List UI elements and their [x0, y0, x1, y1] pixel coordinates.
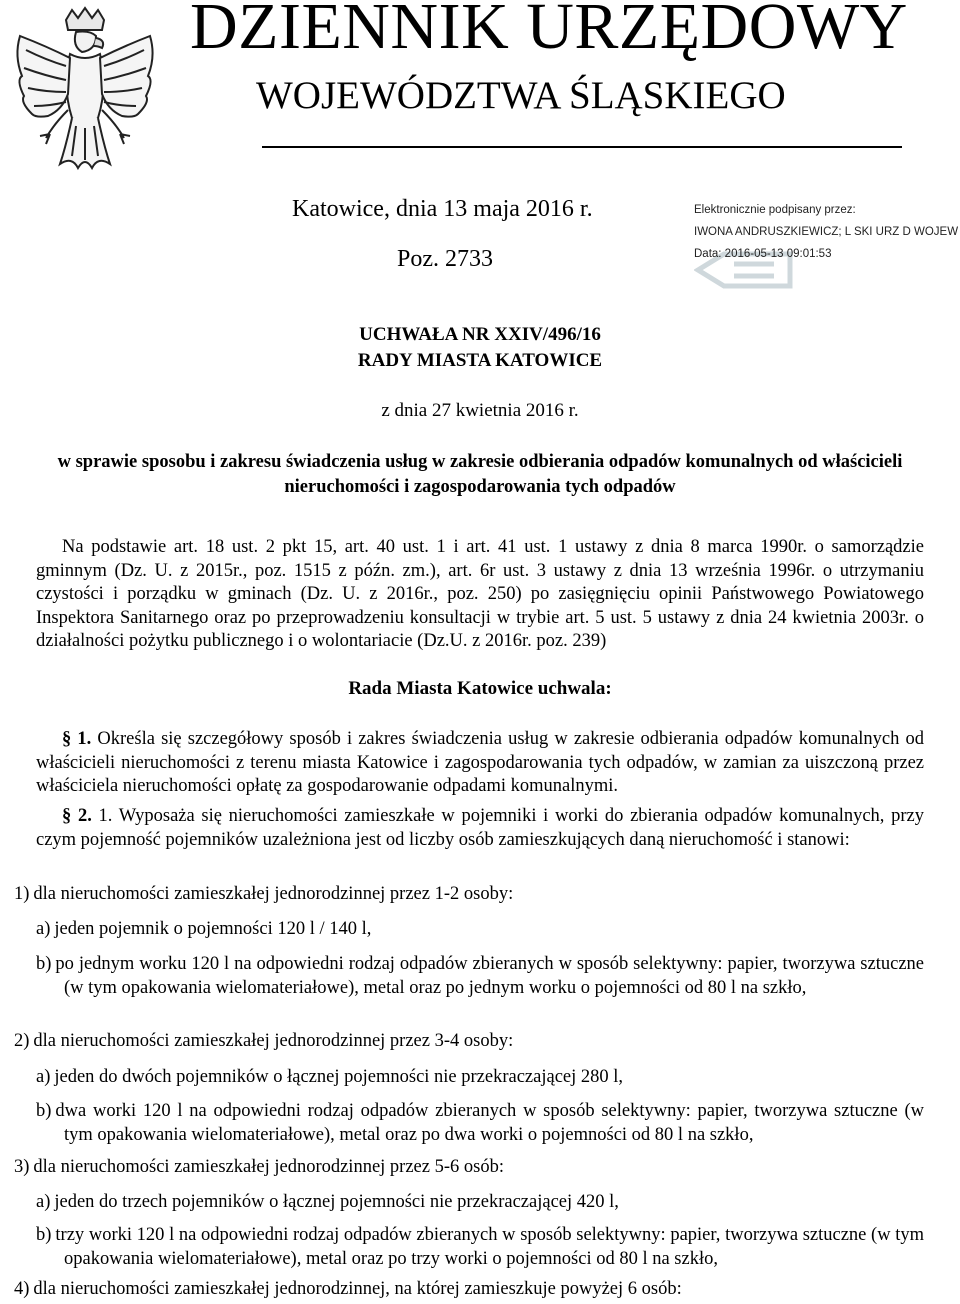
list-item-text: dla nieruchomości zamieszkałej jednorodzinnej przez 3-4 osoby: [33, 1031, 514, 1051]
sub-list-item-text: jeden pojemnik o pojemności 120 l / 140 l, [54, 919, 372, 939]
paragraph-1-marker: § 1. [62, 729, 92, 749]
sub-list-item [36, 918, 924, 942]
masthead-rule [262, 146, 902, 148]
list-item [14, 1030, 924, 1054]
sub-list-item-label: b) [36, 954, 52, 974]
sub-list-item-text: jeden do trzech pojemników o łącznej pojemności nie przekraczającej 420 l, [54, 1192, 619, 1212]
sub-list-item-label: a) [36, 1067, 51, 1087]
publication-position: Poz. 2733 [397, 246, 493, 272]
sub-list-item-text: jeden do dwóch pojemników o łącznej pojemności nie przekraczającej 280 l, [54, 1067, 624, 1087]
signature-label: Elektronicznie podpisany przez: [694, 204, 856, 216]
list-item-label: 4) [14, 1279, 30, 1299]
signature-signer: IWONA ANDRUSZKIEWICZ; L SKI URZ D WOJEW [694, 226, 959, 238]
paragraph-1-text: Określa się szczegółowy sposób i zakres świadczenia usług w zakresie odbierania odpadów komunalnych od właścicieli nieruchomości z terenu miasta Katowice i zagospodarowania tych odpadów, w zamian za uiszczoną przez właściciela nieruchomości opłatę za gospodarowanie odpadami komunalnymi. [36, 729, 925, 796]
sub-list-item-label: b) [36, 1225, 52, 1245]
council-name: RADY MIASTA KATOWICE [357, 350, 603, 371]
enactment-clause: Rada Miasta Katowice uchwala: [348, 678, 612, 699]
list-item-label: 1) [14, 884, 30, 904]
sub-list-item [36, 953, 924, 1000]
list-item-label: 2) [14, 1031, 30, 1051]
list-item [14, 1156, 924, 1180]
list-item-text: dla nieruchomości zamieszkałej jednorodzinnej, na której zamieszkuje powyżej 6 osób: [33, 1279, 682, 1299]
masthead-subtitle: WOJEWÓDZTWA ŚLĄSKIEGO [256, 74, 786, 117]
sub-list-item-text: po jednym worku 120 l na odpowiedni rodzaj odpadów zbieranych w sposób selektywny: papier, tworzywa sztuczne (w tym opakowania wielomateriałowe), metal oraz po jednym worku o pojemności od 80 l na szkło, [55, 954, 924, 998]
legal-basis-preamble: Na podstawie art. 18 ust. 2 pkt 15, art. 40 ust. 1 i art. 41 ust. 1 ustawy z dnia 8 marca 1990r. o samorządzie gminnym (Dz. U. z 2015r., poz. 1515 z późn. zm.), art. 6r ust. 3 ustawy z dnia 13 września 1996r. o utrzymaniu czystości i porządku w gminach (Dz. U. z 2016r., poz. 250) po zasięgnięciu opinii Państwowego Powiatowego Inspektora Sanitarnego oraz po przeprowadzeniu konsultacji w trybie art. 5 ust. 5 ustawy z dnia 24 kwietnia 2003r. o działalności pożytku publicznego i o wolontariacie (Dz.U. z 2016r. poz. 239) [36, 537, 924, 651]
publication-place-date: Katowice, dnia 13 maja 2016 r. [292, 196, 593, 222]
sub-list-item [36, 1224, 924, 1271]
sub-list-item-text: trzy worki 120 l na odpowiedni rodzaj odpadów zbieranych w sposób selektywny: papier, tworzywa sztuczne (w tym opakowania wielomateriałowe), metal oraz po trzy worki o pojemności od 80 l na szkło, [55, 1225, 924, 1269]
list-item [14, 1278, 924, 1302]
list-item [14, 883, 924, 907]
sub-list-item [36, 1191, 924, 1215]
list-item-text: dla nieruchomości zamieszkałej jednorodzinnej przez 5-6 osób: [33, 1157, 504, 1177]
sub-list-item-label: b) [36, 1101, 52, 1121]
resolution-number: UCHWAŁA NR XXIV/496/16 [359, 324, 601, 345]
list-item-label: 3) [14, 1157, 30, 1177]
sub-list-item-text: dwa worki 120 l na odpowiedni rodzaj odpadów zbieranych w sposób selektywny: papier, tworzywa sztuczne (w tym opakowania wielomateriałowe), metal oraz po dwa worki o pojemności od 80 l na szkło, [55, 1101, 924, 1145]
paragraph-1 [36, 728, 924, 799]
resolution-date: z dnia 27 kwietnia 2016 r. [381, 400, 579, 421]
paragraph-2-subnumber: 1. [98, 806, 113, 826]
coat-of-arms-eagle [6, 6, 164, 176]
paragraph-2-marker: § 2. [62, 806, 92, 826]
sub-list-item [36, 1066, 924, 1090]
resolution-subject: w sprawie sposobu i zakresu świadczenia usług w zakresie odbierania odpadów komunalnych od właścicieli nieruchomości i zagospodarowania tych odpadów [57, 452, 903, 497]
sub-list-item-label: a) [36, 1192, 51, 1212]
sub-list-item-label: a) [36, 919, 51, 939]
list-item-text: dla nieruchomości zamieszkałej jednorodzinnej przez 1-2 osoby: [33, 884, 514, 904]
masthead-title: DZIENNIK URZĘDOWY [190, 0, 908, 63]
paragraph-2 [36, 805, 924, 852]
paragraph-2-text: Wyposaża się nieruchomości zamieszkałe w pojemniki i worki do zbierania odpadów komunalnych, przy czym pojemność pojemników uzależniona jest od liczby osób zamieszkujących daną nieruchomość i stanowi: [36, 806, 924, 850]
sub-list-item [36, 1100, 924, 1147]
signature-date: Data: 2016-05-13 09:01:53 [694, 248, 832, 260]
electronic-signature-stamp [694, 200, 960, 290]
